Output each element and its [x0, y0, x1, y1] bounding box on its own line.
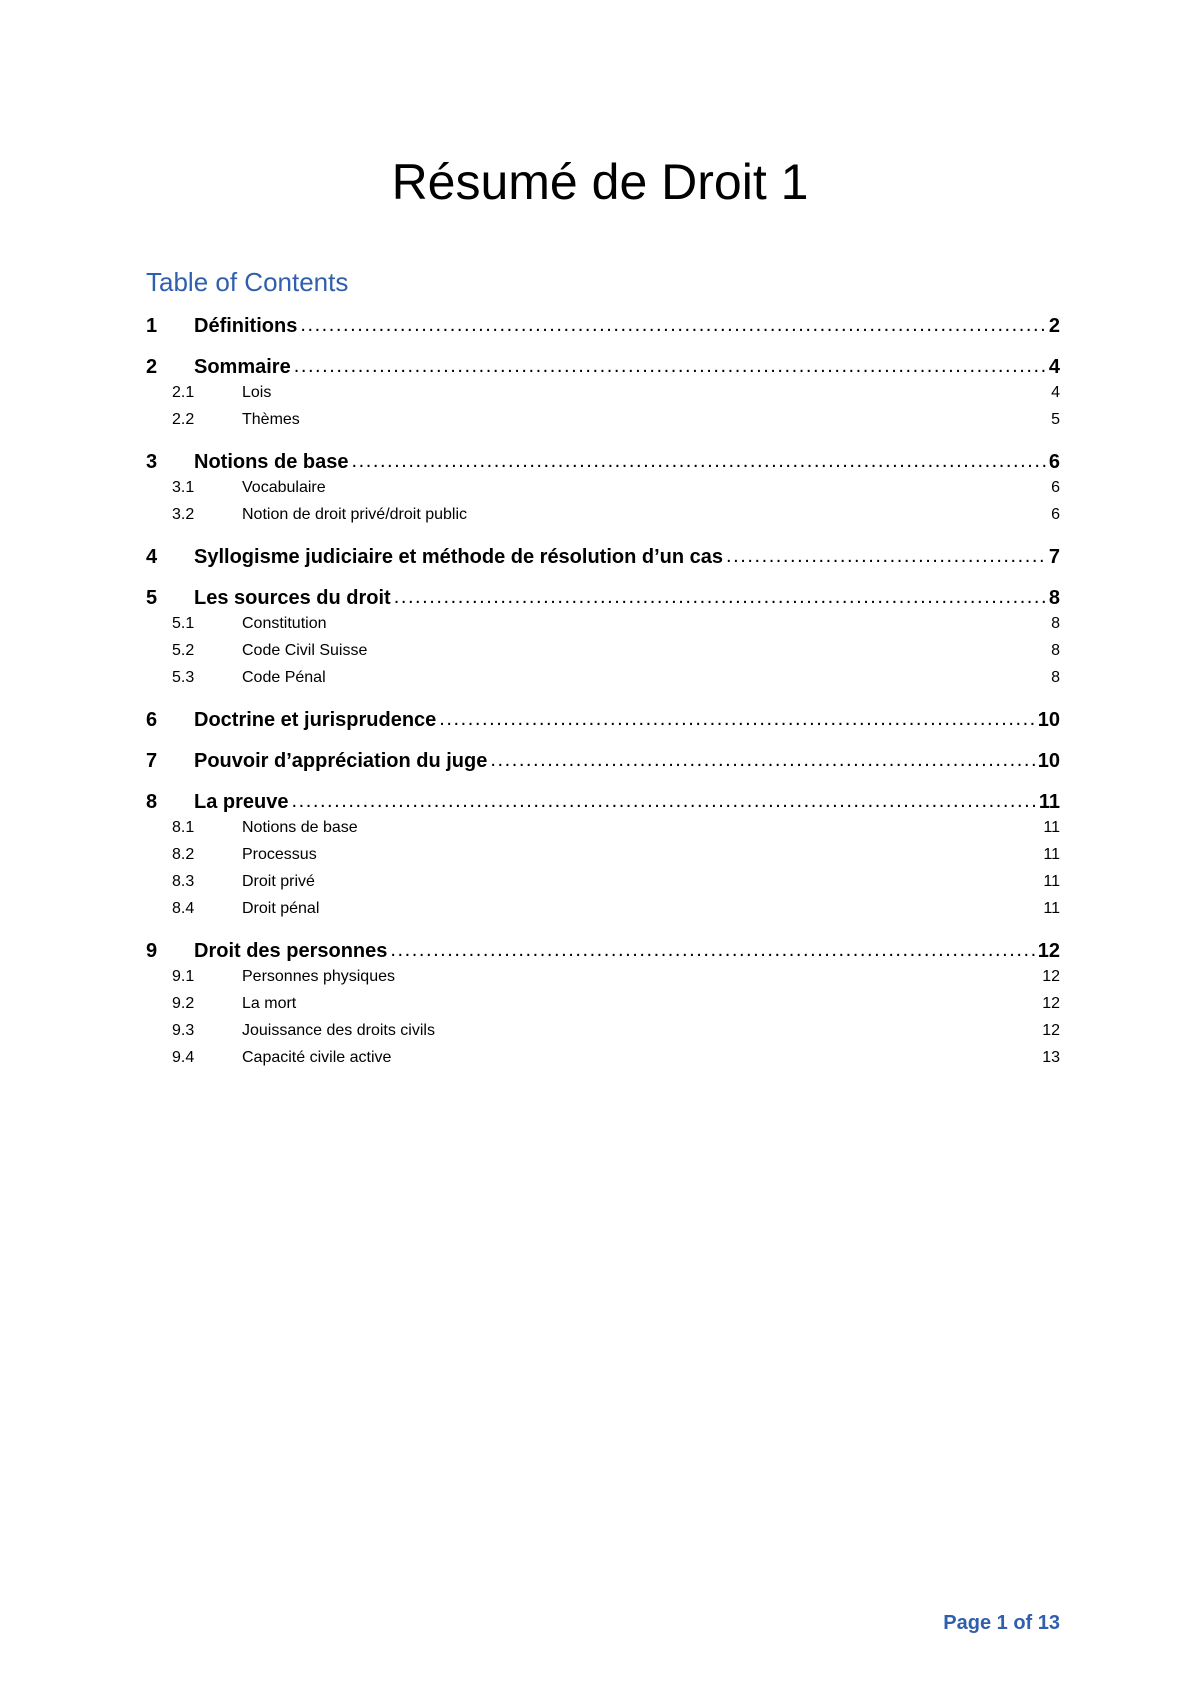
toc-dot-leader: [300, 312, 1046, 332]
toc-entry-label: Notions de base: [194, 451, 349, 473]
toc-entry-label: Syllogisme judiciaire et méthode de résolution d’un cas: [194, 546, 724, 568]
toc-entry[interactable]: [146, 895, 1060, 922]
toc-entry[interactable]: [146, 637, 1060, 664]
toc-entry-page-number: 6: [1051, 479, 1060, 496]
toc-entry-label: Pouvoir d’appréciation du juge: [194, 750, 488, 772]
toc-entry-page-number: 12: [1037, 940, 1060, 962]
toc-entry[interactable]: [146, 353, 1060, 379]
toc-entry-label: Thèmes: [242, 411, 300, 428]
toc-entry-number: 9: [146, 940, 158, 962]
toc-entry-page-number: 8: [1051, 669, 1060, 686]
toc-entry[interactable]: [146, 841, 1060, 868]
toc-entry[interactable]: [146, 937, 1060, 963]
toc-entry-label: Lois: [242, 384, 272, 401]
toc-entry[interactable]: [146, 610, 1060, 637]
toc-entry-number: 5.1: [172, 615, 195, 632]
toc-entry[interactable]: [146, 474, 1060, 501]
toc-entry-page-number: 10: [1037, 709, 1060, 731]
toc-entry-page-number: 2: [1048, 315, 1060, 337]
toc-entry-page-number: 8: [1051, 615, 1060, 632]
toc-entry-number: 3.1: [172, 479, 195, 496]
toc-entry-label: Processus: [242, 846, 317, 863]
toc-entry-number: 6: [146, 709, 158, 731]
toc-entry-label: Personnes physiques: [242, 968, 395, 985]
toc-entry[interactable]: [146, 706, 1060, 732]
toc-dot-leader: [351, 448, 1045, 468]
toc-entry-page-number: 4: [1051, 384, 1060, 401]
toc-entry-label: Droit privé: [242, 873, 315, 890]
toc-entry-label: Constitution: [242, 615, 327, 632]
toc-entry-number: 5.3: [172, 669, 195, 686]
toc-dot-leader: [294, 353, 1046, 373]
toc-entry-number: 8.2: [172, 846, 195, 863]
toc-entry-number: 2.1: [172, 384, 195, 401]
toc-entry[interactable]: [146, 501, 1060, 528]
toc-entry-label: Capacité civile active: [242, 1049, 392, 1066]
toc-entry-number: 5: [146, 587, 158, 609]
toc-entry-page-number: 8: [1048, 587, 1060, 609]
toc-entry-label: Sommaire: [194, 356, 291, 378]
toc-entry-number: 8.3: [172, 873, 195, 890]
toc-dot-leader: [490, 747, 1034, 767]
toc-entry-page-number: 12: [1042, 968, 1060, 985]
toc-entry-number: 9.3: [172, 1022, 195, 1039]
toc-entry[interactable]: [146, 814, 1060, 841]
toc-dot-leader: [299, 992, 1039, 1008]
toc-dot-leader: [438, 1019, 1039, 1035]
toc-entry-number: 8.4: [172, 900, 195, 917]
toc-entry[interactable]: [146, 788, 1060, 814]
toc-entry-number: 7: [146, 750, 158, 772]
toc-entry-page-number: 6: [1051, 506, 1060, 523]
toc-dot-leader: [291, 788, 1035, 808]
toc-entry-page-number: 11: [1043, 900, 1060, 917]
toc-entry[interactable]: [146, 1044, 1060, 1071]
toc-dot-leader: [274, 381, 1048, 397]
toc-dot-leader: [361, 816, 1041, 832]
toc-entry[interactable]: [146, 963, 1060, 990]
toc-dot-leader: [318, 870, 1040, 886]
toc-entry-label: Doctrine et jurisprudence: [194, 709, 437, 731]
toc-entry-number: 3.2: [172, 506, 195, 523]
toc-entry[interactable]: [146, 312, 1060, 338]
toc-dot-leader: [303, 408, 1048, 424]
toc-entry-page-number: 5: [1051, 411, 1060, 428]
toc-entry-page-number: 10: [1037, 750, 1060, 772]
toc-entry-label: Code Pénal: [242, 669, 326, 686]
document-title: Résumé de Droit 1: [391, 154, 809, 210]
toc-entry-number: 2.2: [172, 411, 195, 428]
toc-entry[interactable]: [146, 448, 1060, 474]
toc-dot-leader: [726, 543, 1046, 563]
toc-dot-leader: [390, 937, 1034, 957]
toc-dot-leader: [370, 639, 1048, 655]
toc-entry-label: Notions de base: [242, 819, 358, 836]
toc-dot-leader: [320, 843, 1041, 859]
toc-entry-label: La preuve: [194, 791, 289, 813]
toc-entry-number: 9.2: [172, 995, 195, 1012]
toc-dot-leader: [394, 584, 1046, 604]
toc-heading: Table of Contents: [146, 267, 349, 297]
toc-entry-label: Les sources du droit: [194, 587, 391, 609]
toc-dot-leader: [329, 476, 1048, 492]
toc-entry-label: Code Civil Suisse: [242, 642, 368, 659]
toc-entry-page-number: 13: [1042, 1049, 1060, 1066]
toc-entry-label: Droit pénal: [242, 900, 320, 917]
toc-entry-page-number: 12: [1042, 995, 1060, 1012]
toc-entry-number: 5.2: [172, 642, 195, 659]
toc-entry[interactable]: [146, 543, 1060, 569]
toc-entry-number: 4: [146, 546, 158, 568]
toc-entry[interactable]: [146, 379, 1060, 406]
toc-entry[interactable]: [146, 868, 1060, 895]
toc-entry-label: La mort: [242, 995, 297, 1012]
toc-entry-page-number: 4: [1048, 356, 1060, 378]
toc-entry-page-number: 11: [1038, 791, 1060, 813]
toc-entry-number: 8: [146, 791, 158, 813]
toc-dot-leader: [322, 897, 1040, 913]
toc-entry-number: 9.1: [172, 968, 195, 985]
toc-entry-page-number: 8: [1051, 642, 1060, 659]
table-of-contents: [146, 312, 1060, 1071]
toc-dot-leader: [329, 666, 1048, 682]
toc-entry-label: Vocabulaire: [242, 479, 326, 496]
toc-entry-label: Notion de droit privé/droit public: [242, 506, 468, 523]
toc-entry-page-number: 6: [1048, 451, 1060, 473]
toc-dot-leader: [398, 965, 1039, 981]
toc-entry-page-number: 11: [1043, 873, 1060, 890]
toc-entry-number: 2: [146, 356, 158, 378]
page-footer: Page 1 of 13: [943, 1612, 1060, 1634]
toc-entry-page-number: 12: [1042, 1022, 1060, 1039]
toc-entry-page-number: 11: [1043, 846, 1060, 863]
toc-entry[interactable]: [146, 584, 1060, 610]
toc-entry[interactable]: [146, 406, 1060, 433]
toc-entry-page-number: 11: [1043, 819, 1060, 836]
toc-dot-leader: [470, 503, 1048, 519]
toc-entry-label: Définitions: [194, 315, 298, 337]
toc-entry-label: Jouissance des droits civils: [242, 1022, 435, 1039]
toc-entry[interactable]: [146, 990, 1060, 1017]
toc-dot-leader: [330, 612, 1049, 628]
toc-entry-number: 8.1: [172, 819, 195, 836]
toc-entry-number: 3: [146, 451, 158, 473]
toc-entry-page-number: 7: [1048, 546, 1060, 568]
toc-entry[interactable]: [146, 1017, 1060, 1044]
toc-entry-number: 1: [146, 315, 158, 337]
toc-entry-number: 9.4: [172, 1049, 195, 1066]
toc-entry-label: Droit des personnes: [194, 940, 388, 962]
toc-entry[interactable]: [146, 747, 1060, 773]
toc-dot-leader: [394, 1046, 1039, 1062]
toc-dot-leader: [439, 706, 1034, 726]
toc-entry[interactable]: [146, 664, 1060, 691]
